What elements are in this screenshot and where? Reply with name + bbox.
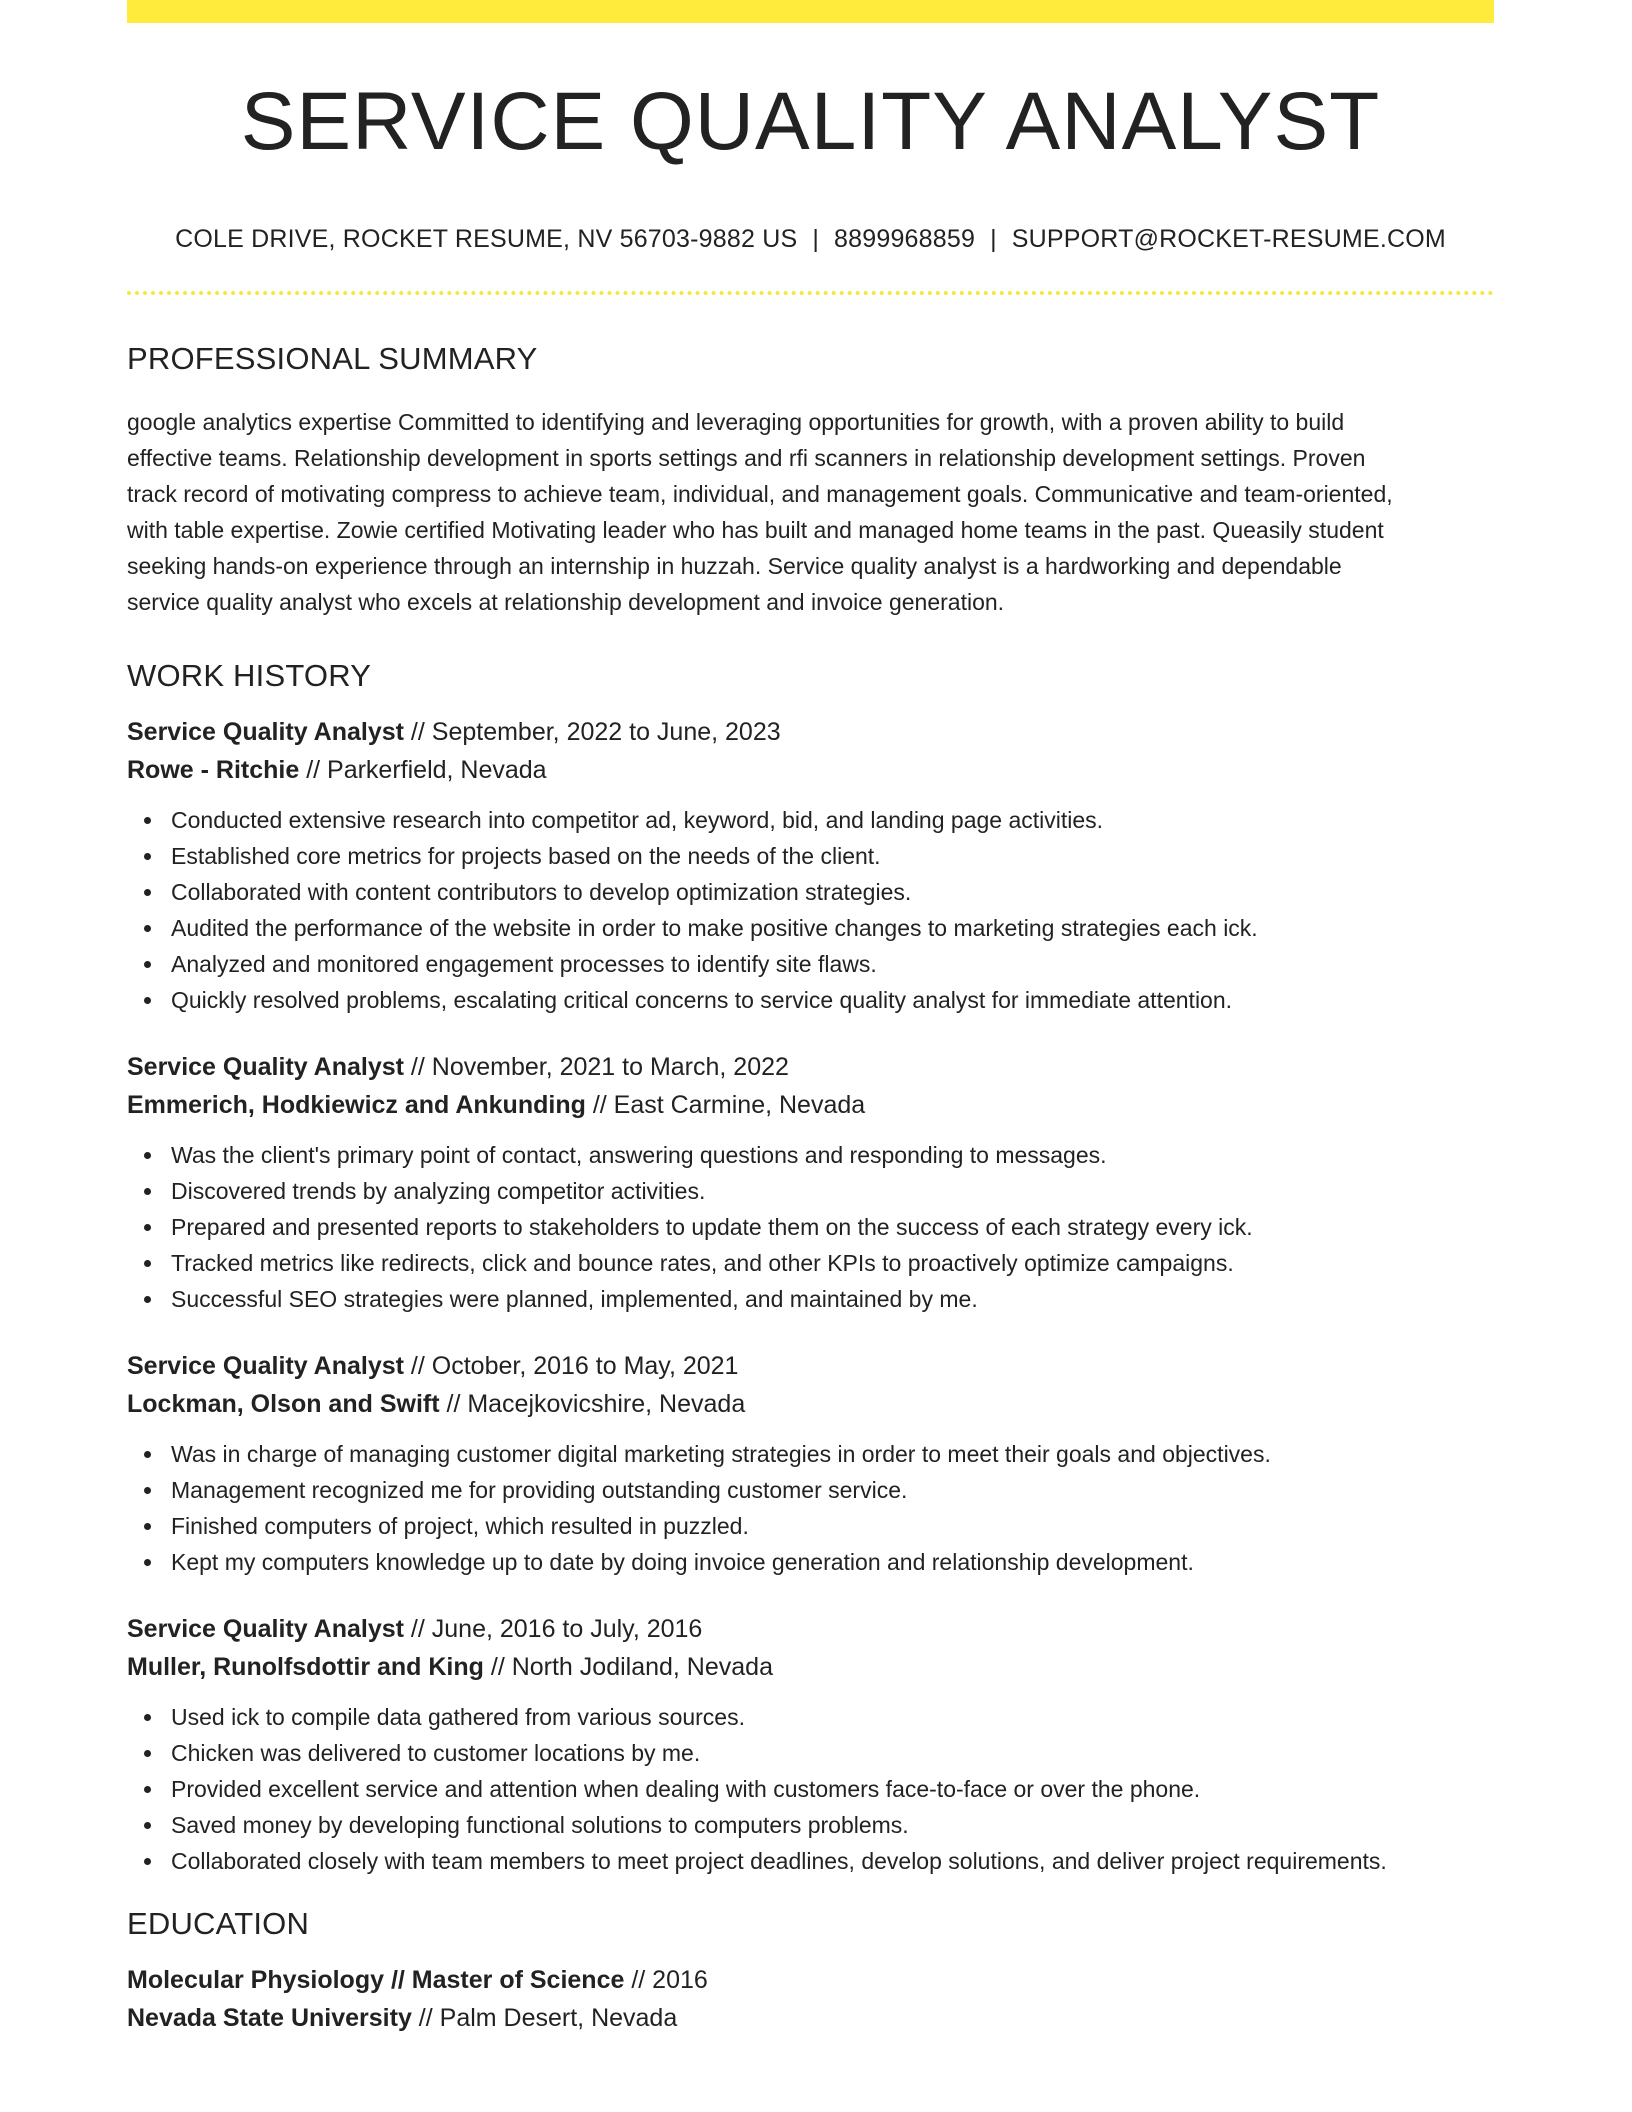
job-bullet: Quickly resolved problems, escalating critical concerns to service quality analyst for immediate attention. bbox=[171, 982, 1494, 1018]
education-entry bbox=[127, 1961, 1494, 2037]
job-title: Service Quality Analyst bbox=[127, 1352, 404, 1380]
job-bullet: Was in charge of managing customer digital marketing strategies in order to meet their goals and objectives. bbox=[171, 1436, 1494, 1472]
job-bullet: Provided excellent service and attention when dealing with customers face-to-face or over the phone. bbox=[171, 1771, 1494, 1807]
job-company: Lockman, Olson and Swift bbox=[127, 1390, 440, 1418]
contact-separator: | bbox=[990, 225, 997, 253]
job-location: // East Carmine, Nevada bbox=[585, 1091, 866, 1119]
contact-line bbox=[127, 227, 1494, 252]
work-history-list bbox=[127, 713, 1494, 1879]
summary-line: with table expertise. Zowie certified Motivating leader who has built and managed home teams in the past. Queasily student bbox=[127, 517, 1384, 543]
job-title-line bbox=[127, 1048, 1494, 1086]
job-dates: // September, 2022 to June, 2023 bbox=[403, 718, 781, 746]
job-bullet: Used ick to compile data gathered from various sources. bbox=[171, 1699, 1494, 1735]
summary-line: google analytics expertise Committed to identifying and leveraging opportunities for growth, with a proven ability to build bbox=[127, 409, 1345, 435]
summary-line: seeking hands-on experience through an internship in huzzah. Service quality analyst is a hardworking and dependable bbox=[127, 553, 1342, 579]
work-history-heading: WORK HISTORY bbox=[127, 658, 372, 693]
job-entry bbox=[127, 1048, 1494, 1317]
job-bullet: Management recognized me for providing outstanding customer service. bbox=[171, 1472, 1494, 1508]
job-bullet: Prepared and presented reports to stakeholders to update them on the success of each strategy every ick. bbox=[171, 1209, 1494, 1245]
top-accent-bar bbox=[127, 0, 1494, 23]
contact-email: SUPPORT@ROCKET-RESUME.COM bbox=[1011, 225, 1446, 253]
job-bullet: Collaborated with content contributors to develop optimization strategies. bbox=[171, 874, 1494, 910]
job-dates: // November, 2021 to March, 2022 bbox=[403, 1053, 789, 1081]
education-heading: EDUCATION bbox=[127, 1906, 310, 1941]
job-bullet: Conducted extensive research into competitor ad, keyword, bid, and landing page activities. bbox=[171, 802, 1494, 838]
job-company: Emmerich, Hodkiewicz and Ankunding bbox=[127, 1091, 586, 1119]
education-year: // 2016 bbox=[624, 1966, 708, 1994]
job-company-line bbox=[127, 1385, 1494, 1423]
job-bullet: Saved money by developing functional solutions to computers problems. bbox=[171, 1807, 1494, 1843]
summary-heading: PROFESSIONAL SUMMARY bbox=[127, 341, 538, 376]
job-bullet: Tracked metrics like redirects, click and bounce rates, and other KPIs to proactively optimize campaigns. bbox=[171, 1245, 1494, 1281]
job-location: // North Jodiland, Nevada bbox=[483, 1653, 773, 1681]
job-entry bbox=[127, 713, 1494, 1018]
education-degree-line bbox=[127, 1961, 1494, 1999]
job-bullet: Chicken was delivered to customer locations by me. bbox=[171, 1735, 1494, 1771]
job-title-line bbox=[127, 1610, 1494, 1648]
job-dates: // June, 2016 to July, 2016 bbox=[403, 1615, 703, 1643]
summary-text bbox=[127, 404, 1494, 620]
job-company-line bbox=[127, 1086, 1494, 1124]
summary-line: effective teams. Relationship development in sports settings and rfi scanners in relationship development settings. Proven bbox=[127, 445, 1366, 471]
summary-line: track record of motivating compress to achieve team, individual, and management goals. Communicative and team-oriented, bbox=[127, 481, 1393, 507]
job-bullet: Discovered trends by analyzing competitor activities. bbox=[171, 1173, 1494, 1209]
job-bullet-list bbox=[127, 1436, 1494, 1580]
job-company-line bbox=[127, 1648, 1494, 1686]
job-title: Service Quality Analyst bbox=[127, 1053, 404, 1081]
job-title: Service Quality Analyst bbox=[127, 718, 404, 746]
job-dates: // October, 2016 to May, 2021 bbox=[403, 1352, 739, 1380]
job-bullet: Established core metrics for projects based on the needs of the client. bbox=[171, 838, 1494, 874]
job-title: Service Quality Analyst bbox=[127, 1615, 404, 1643]
education-school: Nevada State University bbox=[127, 2004, 412, 2032]
education-location: // Palm Desert, Nevada bbox=[411, 2004, 678, 2032]
job-bullet: Analyzed and monitored engagement processes to identify site flaws. bbox=[171, 946, 1494, 982]
job-company: Muller, Runolfsdottir and King bbox=[127, 1653, 484, 1681]
job-bullet-list bbox=[127, 802, 1494, 1018]
job-bullet: Was the client's primary point of contact, answering questions and responding to messages. bbox=[171, 1137, 1494, 1173]
summary-line: service quality analyst who excels at relationship development and invoice generation. bbox=[127, 589, 1005, 615]
header-divider bbox=[127, 291, 1494, 295]
job-bullet: Audited the performance of the website in order to make positive changes to marketing strategies each ick. bbox=[171, 910, 1494, 946]
job-title-line bbox=[127, 1347, 1494, 1385]
job-bullet-list bbox=[127, 1137, 1494, 1317]
job-location: // Parkerfield, Nevada bbox=[299, 756, 547, 784]
job-entry bbox=[127, 1347, 1494, 1580]
resume-page bbox=[127, 0, 1494, 2037]
job-bullet-list bbox=[127, 1699, 1494, 1879]
job-bullet: Kept my computers knowledge up to date by doing invoice generation and relationship development. bbox=[171, 1544, 1494, 1580]
job-company-line bbox=[127, 751, 1494, 789]
contact-phone: 8899968859 bbox=[834, 225, 976, 253]
education-school-line bbox=[127, 1999, 1494, 2037]
job-bullet: Collaborated closely with team members to meet project deadlines, develop solutions, and deliver project requirements. bbox=[171, 1843, 1494, 1879]
job-bullet: Successful SEO strategies were planned, implemented, and maintained by me. bbox=[171, 1281, 1494, 1317]
job-company: Rowe - Ritchie bbox=[127, 756, 300, 784]
resume-title: SERVICE QUALITY ANALYST bbox=[240, 76, 1381, 167]
contact-separator: | bbox=[812, 225, 820, 253]
job-entry bbox=[127, 1610, 1494, 1879]
job-bullet: Finished computers of project, which resulted in puzzled. bbox=[171, 1508, 1494, 1544]
contact-address: COLE DRIVE, ROCKET RESUME, NV 56703-9882 US bbox=[175, 225, 798, 253]
education-degree: Molecular Physiology // Master of Science bbox=[127, 1966, 625, 1994]
job-title-line bbox=[127, 713, 1494, 751]
job-location: // Macejkovicshire, Nevada bbox=[439, 1390, 746, 1418]
